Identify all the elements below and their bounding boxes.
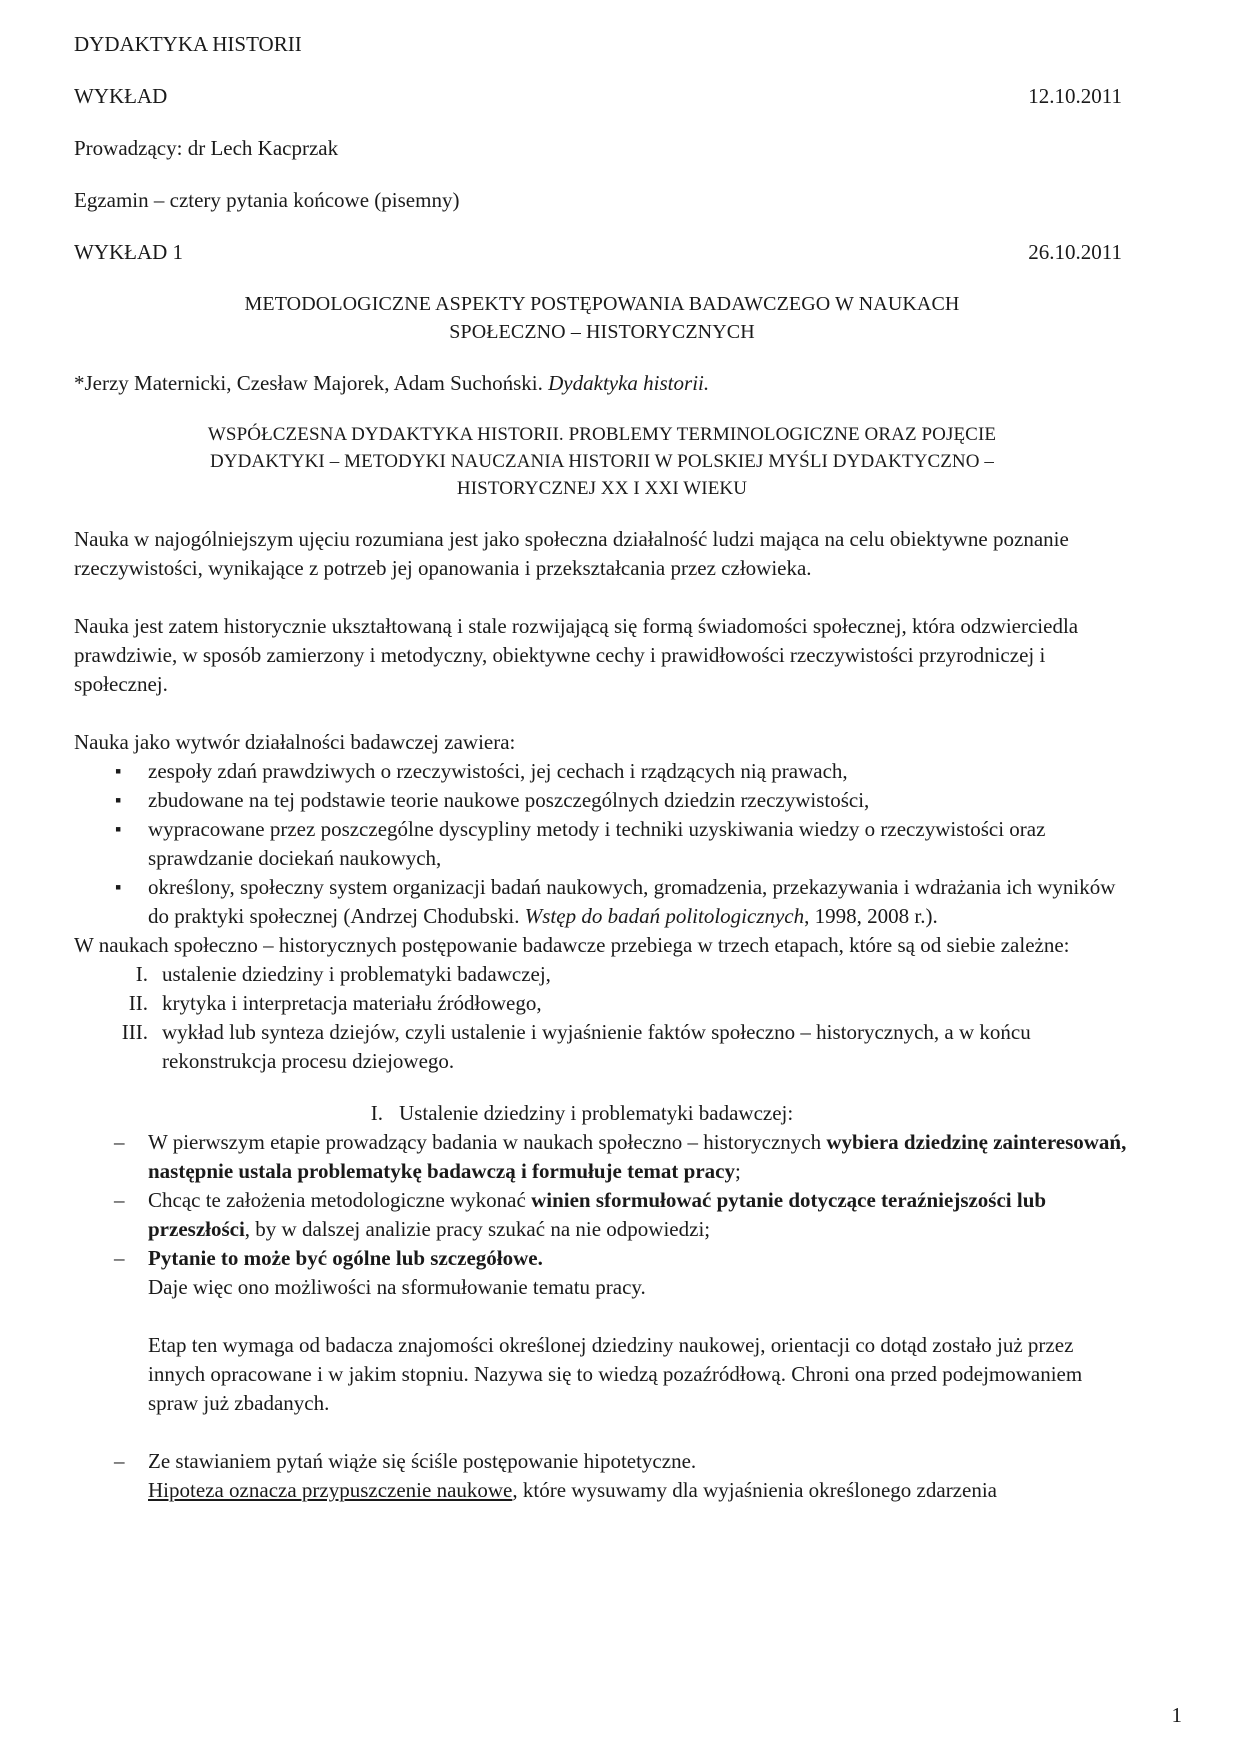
lecture1-label: WYKŁAD 1 xyxy=(74,240,184,264)
stage-number: II. xyxy=(128,991,148,1015)
list-item-text: określony, społeczny system organizacji badań naukowych, gromadzenia, przekazywania i wdrażania ich wyników do praktyki społecznej (Andrzej Chodubski. xyxy=(148,875,1116,928)
main-title-line1: METODOLOGICZNE ASPEKTY POSTĘPOWANIA BADAWCZEGO W NAUKACH xyxy=(244,293,960,315)
stage-text: krytyka i interpretacja materiału źródłowego, xyxy=(162,991,542,1015)
reference-authors: *Jerzy Maternicki, Czesław Majorek, Adam Suchoński. xyxy=(74,371,549,395)
text-bold: wybiera dziedzinę zainteresowań, następnie ustala problematykę badawczą i formułuje temat pracy xyxy=(148,1130,1127,1183)
main-title-line2: SPOŁECZNO – HISTORYCZNYCH xyxy=(449,321,755,343)
subtitle-line1: WSPÓŁCZESNA DYDAKTYKA HISTORII. PROBLEMY TERMINOLOGICZNE ORAZ POJĘCIE xyxy=(207,424,997,445)
stage-number: I. xyxy=(135,962,148,986)
subtitle-line2: DYDAKTYKI – METODYKI NAUCZANIA HISTORII W POLSKIEJ MYŚLI DYDAKTYCZNO – xyxy=(209,451,995,472)
stages-intro: W naukach społeczno – historycznych postępowanie badawcze przebiega w trzech etapach, które są od siebie zależne: xyxy=(74,933,1070,957)
paragraph-3: Nauka jako wytwór działalności badawczej zawiera: xyxy=(74,730,516,754)
stage-item xyxy=(121,1018,1130,1076)
list-item xyxy=(148,1186,1130,1244)
text-end: ; xyxy=(735,1159,741,1183)
stages-list xyxy=(74,960,1130,1076)
subtitle xyxy=(74,421,1130,502)
lecture1-date: 26.10.2011 xyxy=(1028,240,1122,264)
lecture-label: WYKŁAD xyxy=(74,84,168,108)
lecturer-line: Prowadzący: dr Lech Kacprzak xyxy=(74,136,339,160)
text-bold: Pytanie to może być ogólne lub szczegółowe. xyxy=(148,1246,543,1270)
reference-book: Dydaktyka historii. xyxy=(548,371,710,395)
list-item xyxy=(148,1244,1130,1418)
lecture1-row xyxy=(74,238,1130,267)
stage-number: III. xyxy=(121,1020,148,1044)
subtitle-line3: HISTORYCZNEJ XX I XXI WIEKU xyxy=(456,478,748,499)
list-item xyxy=(148,1128,1130,1186)
paragraph-1: Nauka w najogólniejszym ujęciu rozumiana jest jako społeczna działalność ludzi mająca na celu obiektywne poznanie rzeczywistości, wynikające z potrzeb jej opanowania i przekształcania przez człowieka. xyxy=(74,527,1069,580)
page-number: 1 xyxy=(1171,1703,1182,1727)
section-number: I. xyxy=(370,1101,384,1125)
exam-line: Egzamin – cztery pytania końcowe (pisemny) xyxy=(74,188,460,212)
section-heading xyxy=(74,1099,1130,1128)
stage-text: wykład lub synteza dziejów, czyli ustalenie i wyjaśnienie faktów społeczno – historycznych, a w końcu rekonstrukcja procesu dziejowego. xyxy=(162,1020,1031,1073)
list-item xyxy=(148,1447,1130,1505)
stage-item xyxy=(135,960,1130,989)
text-plain: Chcąc te założenia metodologiczne wykonać xyxy=(148,1188,532,1212)
list-item: ▪ zespoły zdań prawdziwych o rzeczywistości, jej cechach i rządzących nią prawach, xyxy=(148,757,1130,786)
text-plain: Daje więc ono możliwości na sformułowanie tematu pracy. xyxy=(148,1275,646,1299)
list-item-text-end: , 1998, 2008 r.). xyxy=(804,904,938,928)
section-title: Ustalenie dziedziny i problematyki badawczej: xyxy=(399,1101,794,1125)
list-item xyxy=(148,873,1130,931)
lecture-date: 12.10.2011 xyxy=(1028,84,1122,108)
text-plain: Ze stawianiem pytań wiąże się ściśle postępowanie hipotetyczne. xyxy=(148,1449,697,1473)
list-item: ▪ zbudowane na tej podstawie teorie naukowe poszczególnych dziedzin rzeczywistości, xyxy=(148,786,1130,815)
text-underlined: Hipoteza oznacza przypuszczenie naukowe xyxy=(148,1478,513,1502)
stage1-points xyxy=(74,1128,1130,1505)
main-title xyxy=(74,290,1130,346)
stage-text: ustalenie dziedziny i problematyki badawczej, xyxy=(162,962,551,986)
list-item: ▪ wypracowane przez poszczególne dyscypliny metody i techniki uzyskiwania wiedzy o rzeczywistości oraz sprawdzanie dociekań naukowych, xyxy=(148,815,1130,873)
science-contents-list xyxy=(74,757,1130,931)
stage-item xyxy=(128,989,1130,1018)
text-bold: winien sformułować pytanie dotyczące teraźniejszości lub przeszłości xyxy=(148,1188,1047,1241)
text-end: , by w dalszej analizie pracy szukać na nie odpowiedzi; xyxy=(244,1217,711,1241)
text-plain: W pierwszym etapie prowadzący badania w naukach społeczno – historycznych xyxy=(148,1130,827,1154)
reference-line xyxy=(74,369,1130,398)
paragraph-2: Nauka jest zatem historycznie ukształtowaną i stale rozwijającą się formą świadomości społecznej, która odzwierciedla prawdziwie, w sposób zamierzony i metodyczny, obiektywne cechy i prawidłowości rzeczywistości przyrodniczej i społecznej. xyxy=(74,614,1079,696)
course-title: DYDAKTYKA HISTORII xyxy=(74,32,302,56)
text-end: , które wysuwamy dla wyjaśnienia określonego zdarzenia xyxy=(512,1478,997,1502)
lecture-row xyxy=(74,82,1130,111)
cited-book: Wstęp do badań politologicznych xyxy=(524,904,805,928)
text-paragraph: Etap ten wymaga od badacza znajomości określonej dziedziny naukowej, orientacji co dotąd zostało już przez innych opracowane i w jakim stopniu. Nazywa się to wiedzą pozaźródłową. Chroni ona przed podejmowaniem spraw już zbadanych. xyxy=(148,1333,1083,1415)
